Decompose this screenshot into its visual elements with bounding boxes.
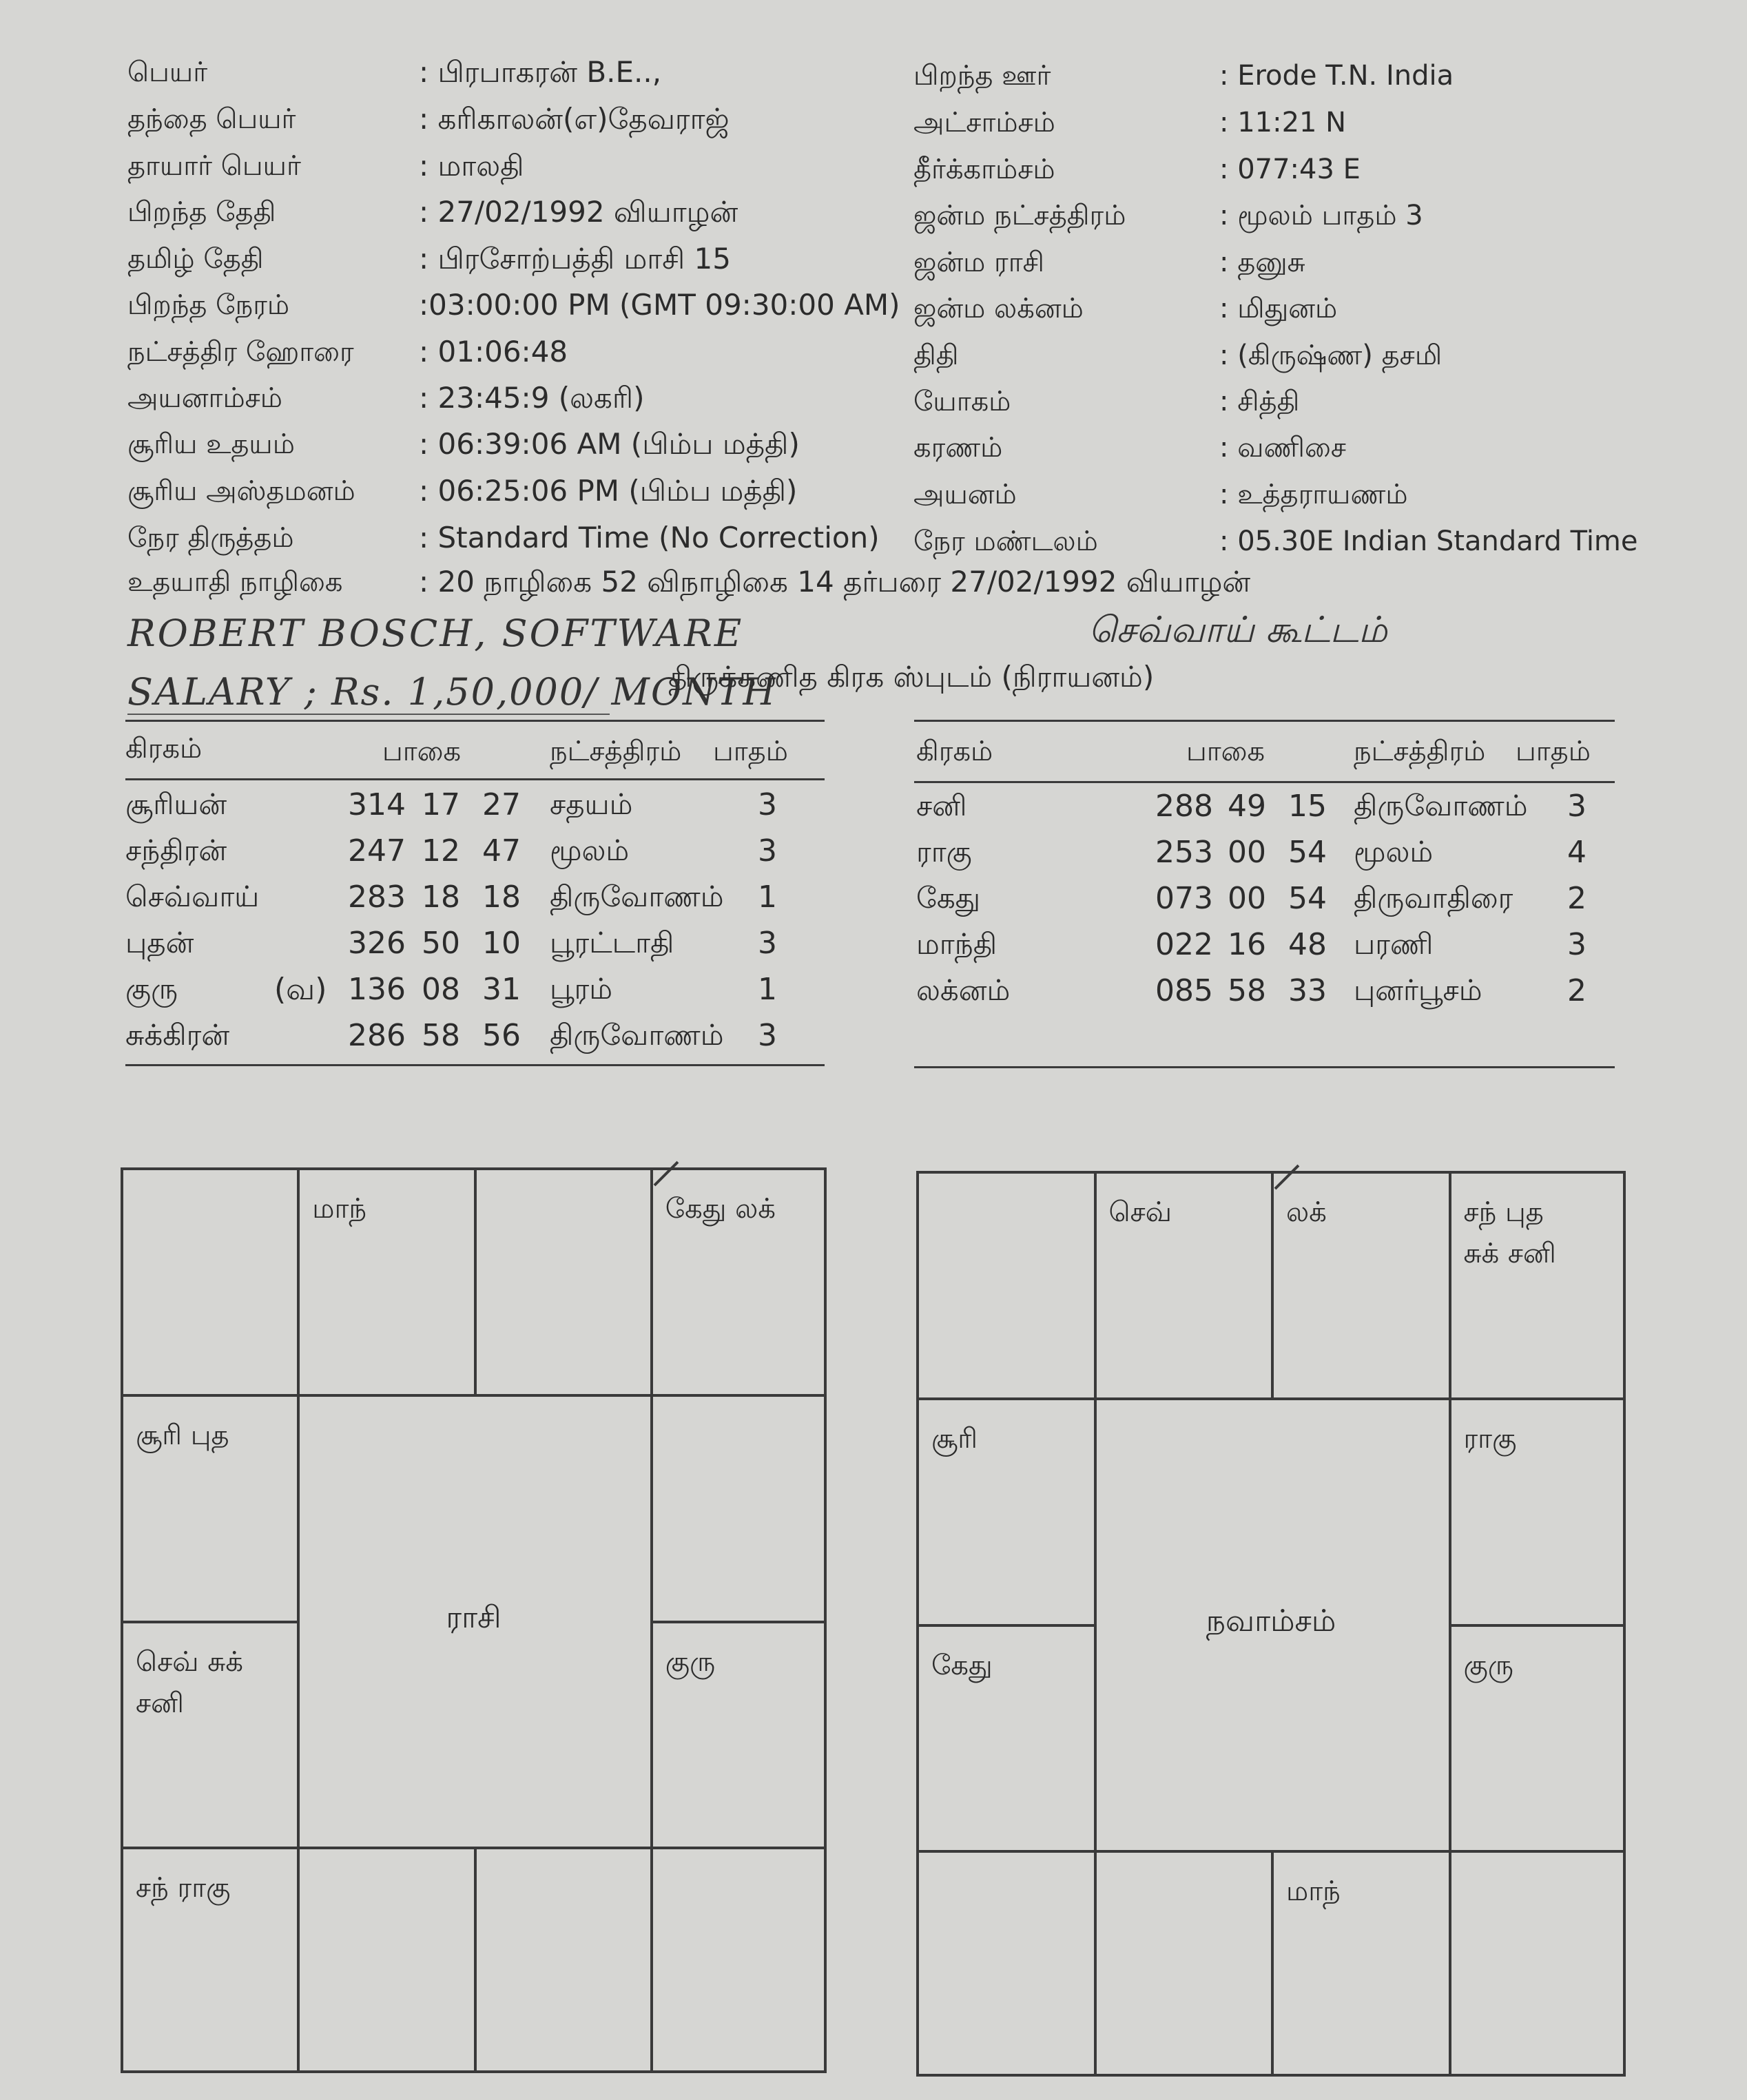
detail-label: தந்தை பெயர் — [127, 103, 296, 135]
detail-label: பிறந்த ஊர் — [913, 60, 1051, 92]
planet-deg: 288 — [1155, 789, 1213, 824]
planet-pada: 2 — [1567, 973, 1586, 1008]
planet-star: மூலம் — [1354, 835, 1434, 869]
planet-deg: 286 — [348, 1018, 406, 1053]
left-header-bhagai: பாகை — [382, 736, 462, 767]
planet-deg: 253 — [1155, 835, 1213, 870]
planet-pada: 3 — [1567, 789, 1586, 824]
detail-value: : (கிருஷ்ண) தசமி — [1219, 340, 1443, 371]
rasi_chart-cell-r1c2: மாந் — [312, 1193, 366, 1225]
planet-min: 00 — [1228, 881, 1266, 916]
detail-value: :03:00:00 PM (GMT 09:30:00 AM) — [419, 288, 900, 322]
planet-min: 12 — [422, 833, 460, 869]
navamsa_chart-grid-line — [1271, 1171, 1274, 1397]
navamsa_chart-grid-line — [1271, 1850, 1274, 2077]
planet-min: 16 — [1228, 927, 1266, 962]
planet-name: சந்திரன் — [125, 833, 227, 867]
planet-name: மாந்தி — [916, 927, 997, 961]
rasi_chart-grid-line — [474, 1167, 477, 1394]
handwritten-company: ROBERT BOSCH, SOFTWARE — [127, 612, 744, 655]
planet-name: சூரியன் — [125, 787, 227, 821]
detail-value: : Erode T.N. India — [1219, 60, 1454, 92]
detail-label: நேர திருத்தம் — [127, 522, 294, 554]
planet-name: சுக்கிரன் — [125, 1018, 230, 1052]
planet-name: லக்னம் — [916, 973, 1011, 1007]
planet-min: 50 — [422, 926, 460, 961]
planet-pada: 3 — [1567, 927, 1586, 962]
planet-pada: 1 — [758, 880, 777, 915]
planet-pada: 3 — [758, 833, 777, 869]
detail-value: : தனுசு — [1219, 247, 1305, 278]
left-table-bottom-rule — [125, 1064, 825, 1066]
detail-label: தீர்க்காம்சம் — [913, 154, 1055, 185]
planet-sec: 31 — [482, 972, 521, 1007]
planet-deg: 314 — [348, 787, 406, 822]
detail-label: தமிழ் தேதி — [127, 243, 264, 275]
navamsa_chart-cell-r1c3: லக் — [1286, 1196, 1327, 1228]
planet-star: பூரம் — [550, 972, 613, 1006]
planet-sec: 18 — [482, 880, 521, 915]
detail-label: கரணம் — [913, 432, 1003, 464]
navamsa_chart-cell-r4c3: மாந் — [1286, 1875, 1341, 1908]
right-table-bottom-rule — [914, 1066, 1615, 1068]
handwritten-dosham-note: செவ்வாய் கூட்டம் — [1088, 610, 1387, 651]
planet-min: 17 — [422, 787, 460, 822]
left-header-star: நட்சத்திரம் — [550, 736, 682, 767]
navamsa_chart-cell-r3c4: குரு — [1463, 1649, 1513, 1681]
planet-sec: 27 — [482, 787, 521, 822]
planet-deg: 073 — [1155, 881, 1213, 916]
planet-min: 58 — [1228, 973, 1266, 1008]
planet-deg: 326 — [348, 926, 406, 961]
navamsa_chart-cell-r1c2: செவ் — [1108, 1196, 1172, 1228]
navamsa_chart-cell-r1c4: சந் புத சுக் சனி — [1463, 1196, 1556, 1269]
rasi_chart-grid-line — [474, 1847, 477, 2073]
planet-min: 00 — [1228, 835, 1266, 870]
planet-name: கேது — [916, 881, 981, 915]
detail-value: : Standard Time (No Correction) — [419, 521, 880, 554]
planet-star: பூரட்டாதி — [550, 926, 674, 959]
planet-pada: 3 — [758, 926, 777, 961]
udayathi-value: : 20 நாழிகை 52 விநாழிகை 14 தர்பரை 27/02/1992 வியாழன் — [419, 565, 1251, 599]
detail-label: அட்சாம்சம் — [913, 107, 1055, 138]
detail-label: தாயார் பெயர் — [127, 150, 301, 182]
detail-value: : 05.30E Indian Standard Time — [1219, 526, 1638, 557]
detail-label: சூரிய அஸ்தமனம் — [127, 475, 355, 507]
planet-pada: 3 — [758, 787, 777, 822]
planet-deg: 022 — [1155, 927, 1213, 962]
rasi_chart-grid-line — [121, 1394, 827, 1397]
detail-label: யோகம் — [913, 386, 1011, 417]
rasi_chart-center-label: ராசி — [446, 1599, 502, 1635]
detail-value: : 23:45:9 (லகரி) — [419, 381, 645, 415]
planet-sec: 15 — [1288, 789, 1327, 824]
navamsa_chart-grid-line — [916, 1850, 1626, 1853]
planet-min: 08 — [422, 972, 460, 1007]
right-header-graha: கிரகம் — [916, 736, 993, 767]
right-table-header-rule — [914, 781, 1615, 783]
detail-value: : கரிகாலன்(எ)தேவராஜ் — [419, 102, 730, 136]
right-table-top-rule — [914, 720, 1615, 722]
planet-deg: 283 — [348, 880, 406, 915]
detail-value: : பிரசோற்பத்தி மாசி 15 — [419, 242, 731, 276]
navamsa_chart-grid-line — [916, 1624, 1094, 1627]
planet-star: திருவாதிரை — [1354, 881, 1513, 915]
planet-star: சதயம் — [550, 787, 633, 821]
detail-value: : பிரபாகரன் B.E.., — [419, 55, 662, 89]
planet-name: செவ்வாய் — [125, 880, 260, 913]
planet-sec: 48 — [1288, 927, 1327, 962]
navamsa_chart-center-label: நவாம்சம் — [1206, 1603, 1336, 1639]
detail-value: : மிதுனம் — [1219, 293, 1338, 324]
planet-name: புதன் — [125, 926, 194, 959]
handwritten-salary: SALARY ; Rs. 1,50,000/ MONTH — [127, 670, 777, 714]
detail-value: : மூலம் பாதம் 3 — [1219, 200, 1423, 231]
planet-name: ராகு — [916, 835, 972, 869]
right-header-bhagai: பாகை — [1186, 736, 1265, 767]
navamsa_chart-cell-r3c1: கேது — [931, 1649, 993, 1681]
detail-label: சூரிய உதயம் — [127, 428, 295, 460]
detail-value: : மாலதி — [419, 149, 524, 183]
planet-min: 58 — [422, 1018, 460, 1053]
planet-name: குரு — [125, 972, 178, 1006]
planet-pada: 2 — [1567, 881, 1586, 916]
detail-value: : சித்தி — [1219, 386, 1300, 417]
planet-sec: 56 — [482, 1018, 521, 1053]
planet-sec: 47 — [482, 833, 521, 869]
detail-label: ஜன்ம லக்னம் — [913, 293, 1084, 324]
planet-star: பரணி — [1354, 927, 1434, 961]
detail-label: நட்சத்திர ஹோரை — [127, 336, 354, 368]
planet-star: புனர்பூசம் — [1354, 973, 1482, 1007]
planet-star: திருவோணம் — [550, 880, 724, 913]
detail-value: : 11:21 N — [1219, 107, 1347, 138]
detail-value: : 06:25:06 PM (பிம்ப மத்தி) — [419, 474, 798, 508]
detail-value: : 077:43 E — [1219, 154, 1361, 185]
left-table-top-rule — [125, 720, 825, 722]
rasi_chart-cell-r4c1: சந் ராகு — [136, 1872, 231, 1904]
table-title: திருக்கணித கிரக ஸ்புடம் (நிராயனம்) — [668, 660, 1155, 694]
planet-sec: 54 — [1288, 881, 1327, 916]
right-header-padam: பாதம் — [1516, 736, 1591, 767]
rasi_chart-grid-line — [650, 1621, 827, 1623]
navamsa_chart-cell-r2c4: ராகு — [1463, 1422, 1517, 1455]
planet-deg: 247 — [348, 833, 406, 869]
planet-star: திருவோணம் — [550, 1018, 724, 1052]
planet-min: 18 — [422, 880, 460, 915]
detail-label: அயனம் — [913, 479, 1017, 510]
planet-pada: 3 — [758, 1018, 777, 1053]
rasi_chart-cell-r1c4: கேது லக் — [665, 1193, 776, 1225]
detail-value: : உத்தராயணம் — [1219, 479, 1408, 510]
planet-sec: 54 — [1288, 835, 1327, 870]
navamsa_chart-grid-line — [1449, 1624, 1626, 1627]
planet-pada: 1 — [758, 972, 777, 1007]
rasi_chart-cell-r2c1: சூரி புத — [136, 1419, 229, 1451]
planet-deg: 085 — [1155, 973, 1213, 1008]
navamsa_chart-grid-line — [916, 1397, 1626, 1400]
navamsa_chart-cell-r2c1: சூரி — [931, 1422, 978, 1455]
right-header-star: நட்சத்திரம் — [1354, 736, 1486, 767]
detail-label: திதி — [913, 340, 959, 371]
detail-label: பிறந்த நேரம் — [127, 289, 290, 321]
planet-deg: 136 — [348, 972, 406, 1007]
planet-name: சனி — [916, 789, 967, 822]
left-header-graha: கிரகம் — [125, 733, 203, 765]
rasi_chart-grid-line — [121, 1621, 297, 1623]
detail-label: ஜன்ம நட்சத்திரம் — [913, 200, 1126, 231]
planet-sec: 33 — [1288, 973, 1327, 1008]
detail-value: : 06:39:06 AM (பிம்ப மத்தி) — [419, 427, 800, 461]
planet-star: திருவோணம் — [1354, 789, 1528, 822]
detail-value: : 27/02/1992 வியாழன் — [419, 195, 738, 229]
detail-label: ஜன்ம ராசி — [913, 247, 1044, 278]
handwritten-underline — [127, 714, 610, 715]
rasi_chart-cell-r3c4: குரு — [665, 1645, 716, 1678]
detail-label: நேர மண்டலம் — [913, 526, 1098, 557]
udayathi-label: உதயாதி நாழிகை — [127, 566, 343, 598]
planet-sec: 10 — [482, 926, 521, 961]
detail-value: : 01:06:48 — [419, 335, 568, 368]
detail-label: அயனாம்சம் — [127, 382, 282, 414]
rasi_chart-grid-line — [121, 1847, 827, 1849]
rasi_chart-cell-r3c1: செவ் சுக் சனி — [136, 1645, 243, 1719]
left-header-padam: பாதம் — [713, 736, 788, 767]
detail-label: பிறந்த தேதி — [127, 196, 276, 228]
planet-pada: 4 — [1567, 835, 1586, 870]
planet-star: மூலம் — [550, 833, 630, 867]
planet-mark: (வ) — [274, 972, 327, 1007]
left-table-header-rule — [125, 778, 825, 780]
detail-value: : வணிசை — [1219, 432, 1346, 464]
planet-min: 49 — [1228, 789, 1266, 824]
detail-label: பெயர் — [127, 56, 208, 88]
